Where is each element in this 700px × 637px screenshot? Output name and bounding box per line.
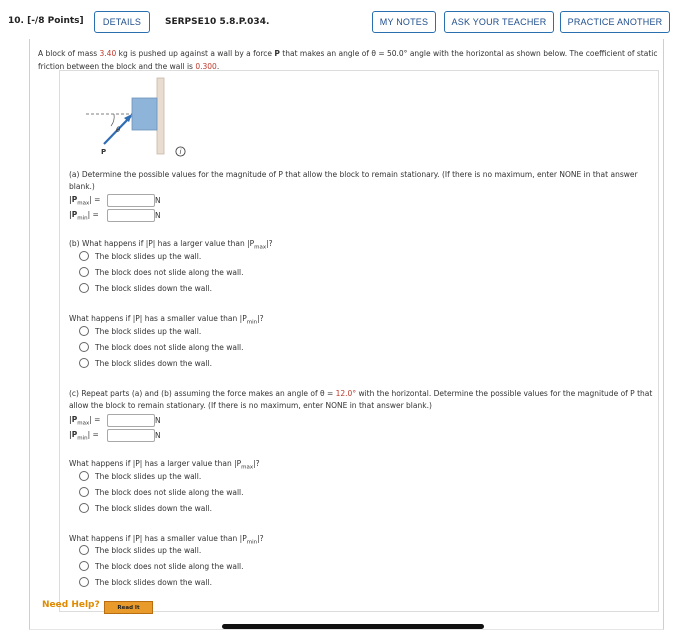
force-symbol: P (274, 49, 280, 58)
pmin-label: $|P_{min}|$ = (69, 210, 99, 222)
radio-button[interactable] (79, 471, 89, 481)
part-c-smaller-question: What happens if |P| has a smaller value than $|P_{min}|$? (69, 534, 264, 546)
radio-option[interactable]: The block slides down the wall. (79, 577, 212, 587)
part-c-larger-question: What happens if |P| has a larger value than $|P_{max}|$? (69, 459, 260, 471)
pmin-unit: N (155, 431, 161, 440)
radio-option[interactable]: The block does not slide along the wall. (79, 342, 244, 352)
radio-option[interactable]: The block does not slide along the wall. (79, 561, 244, 571)
pmax-label: $|P_{max}|$ = (69, 415, 101, 427)
pmax-unit: N (155, 416, 161, 425)
radio-option[interactable]: The block slides down the wall. (79, 503, 212, 513)
radio-button[interactable] (79, 561, 89, 571)
question-number: 10. [-/8 Points] (8, 16, 84, 26)
ask-teacher-button[interactable]: ASK YOUR TEACHER (444, 11, 554, 33)
part-b-smaller-question: What happens if |P| has a smaller value than $|P_{min}|$? (69, 314, 264, 326)
intro-text: A block of mass (38, 49, 100, 58)
part-a-question: (a) Determine the possible values for the magnitude of P that allow the block to remain stationary. (If there is no maximum, enter NONE in that answer blank.) (69, 170, 638, 191)
pmin-input[interactable] (107, 209, 155, 222)
read-it-button[interactable]: Read It (104, 601, 153, 614)
radio-button[interactable] (79, 577, 89, 587)
mass-value: 3.40 (99, 49, 117, 58)
mu-value: 0.300 (195, 62, 217, 71)
practice-another-button[interactable]: PRACTICE ANOTHER (560, 11, 670, 33)
intro-text: that makes an angle of θ = 50.0° angle with the horizontal as shown below. The coefficient of static friction between the block and the wall is (38, 49, 658, 71)
horizontal-scrollbar[interactable] (222, 624, 484, 629)
intro-text: . (216, 62, 220, 71)
pmax-input-c[interactable] (107, 414, 155, 427)
svg-text:i: i (179, 148, 182, 157)
radio-option[interactable]: The block slides up the wall. (79, 251, 201, 261)
radio-button[interactable] (79, 545, 89, 555)
details-button[interactable]: DETAILS (94, 11, 150, 33)
radio-option[interactable]: The block slides up the wall. (79, 471, 201, 481)
pmin-input-c[interactable] (107, 429, 155, 442)
radio-option[interactable]: The block slides down the wall. (79, 358, 212, 368)
radio-button[interactable] (79, 503, 89, 513)
radio-option[interactable]: The block does not slide along the wall. (79, 267, 244, 277)
part-c-question: (c) Repeat parts (a) and (b) assuming the force makes an angle of θ = 12.0° with the horizontal. Determine the possible values for the magnitude of P that allow the block to remain stationary. (If there is no maximum, enter NONE in that answer blank.) (69, 389, 653, 410)
intro-text: kg is pushed up against a wall by a force (116, 49, 275, 58)
pmax-unit: N (155, 196, 161, 205)
angle-value: 12.0° (335, 389, 357, 398)
radio-option[interactable]: The block slides up the wall. (79, 545, 201, 555)
radio-button[interactable] (79, 251, 89, 261)
radio-option[interactable]: The block slides down the wall. (79, 283, 212, 293)
pmin-label: $|P_{min}|$ = (69, 430, 99, 442)
theta-label: θ (116, 126, 121, 134)
radio-button[interactable] (79, 326, 89, 336)
part-b-larger-question: (b) What happens if |P| has a larger value than $|P_{max}|$? (69, 239, 273, 251)
pmax-label: $|P_{max}|$ = (69, 195, 101, 207)
force-label: P (101, 148, 107, 156)
radio-button[interactable] (79, 283, 89, 293)
radio-button[interactable] (79, 342, 89, 352)
radio-button[interactable] (79, 267, 89, 277)
problem-id: SERPSE10 5.8.P.034. (165, 17, 270, 27)
pmax-input[interactable] (107, 194, 155, 207)
radio-option[interactable]: The block does not slide along the wall. (79, 487, 244, 497)
radio-option[interactable]: The block slides up the wall. (79, 326, 201, 336)
radio-button[interactable] (79, 358, 89, 368)
my-notes-button[interactable]: MY NOTES (372, 11, 436, 33)
radio-button[interactable] (79, 487, 89, 497)
info-icon[interactable] (175, 146, 186, 157)
need-help-label: Need Help? (42, 600, 100, 610)
pmin-unit: N (155, 211, 161, 220)
